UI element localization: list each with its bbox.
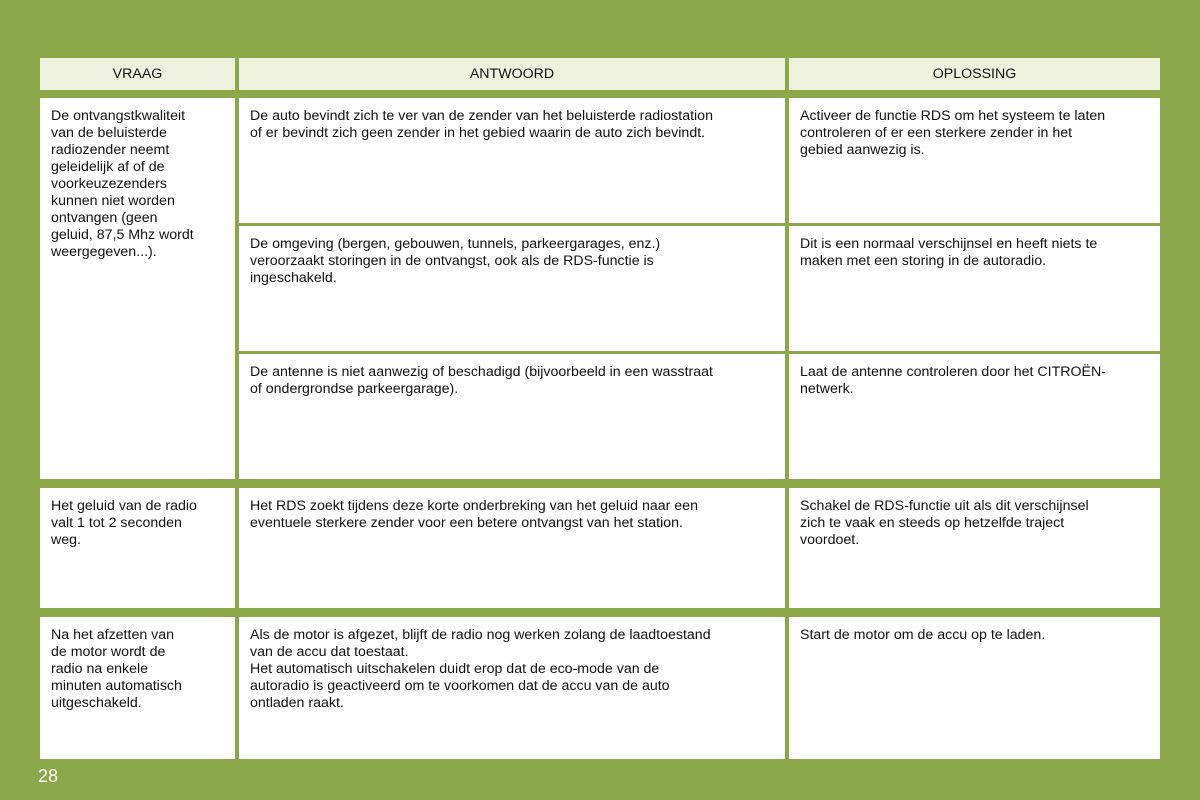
answer-cell: De antenne is niet aanwezig of beschadigd (bijvoorbeeld in een wasstraat of ondergrondse parkeergarage). xyxy=(239,354,785,479)
solution-cell: Start de motor om de accu op te laden. xyxy=(789,617,1160,759)
answer-cell: Het RDS zoekt tijdens deze korte onderbreking van het geluid naar een eventuele sterkere zender voor een betere ontvangst van het station. xyxy=(239,488,785,608)
question-cell: Het geluid van de radio valt 1 tot 2 seconden weg. xyxy=(40,488,235,608)
answer-cell: De auto bevindt zich te ver van de zender van het beluisterde radiostation of er bevindt zich geen zender in het gebied waarin de auto zich bevindt. xyxy=(239,98,785,223)
question-cell: De ontvangstkwaliteit van de beluisterde radiozender neemt geleidelijk af of de voorkeuzezenders kunnen niet worden ontvangen (geen geluid, 87,5 Mhz wordt weergegeven...). xyxy=(40,98,235,479)
header-question: VRAAG xyxy=(40,58,235,90)
page-number: 28 xyxy=(38,766,59,786)
solution-cell: Schakel de RDS-functie uit als dit verschijnsel zich te vaak en steeds op hetzelfde traject voordoet. xyxy=(789,488,1160,608)
solution-cell: Activeer de functie RDS om het systeem te laten controleren of er een sterkere zender in het gebied aanwezig is. xyxy=(789,98,1160,223)
solution-cell: Laat de antenne controleren door het CITROËN- netwerk. xyxy=(789,354,1160,479)
header-answer: ANTWOORD xyxy=(239,58,785,90)
answer-cell: Als de motor is afgezet, blijft de radio nog werken zolang de laadtoestand van de accu dat toestaat. Het automatisch uitschakelen duidt erop dat de eco-mode van de autoradio is geactiveerd om te voorkomen dat de accu van de auto ontladen raakt. xyxy=(239,617,785,759)
question-cell: Na het afzetten van de motor wordt de radio na enkele minuten automatisch uitgeschakeld. xyxy=(40,617,235,759)
header-solution: OPLOSSING xyxy=(789,58,1160,90)
solution-cell: Dit is een normaal verschijnsel en heeft niets te maken met een storing in de autoradio. xyxy=(789,226,1160,351)
answer-cell: De omgeving (bergen, gebouwen, tunnels, parkeergarages, enz.) veroorzaakt storingen in de ontvangst, ook als de RDS-functie is ingeschakeld. xyxy=(239,226,785,351)
